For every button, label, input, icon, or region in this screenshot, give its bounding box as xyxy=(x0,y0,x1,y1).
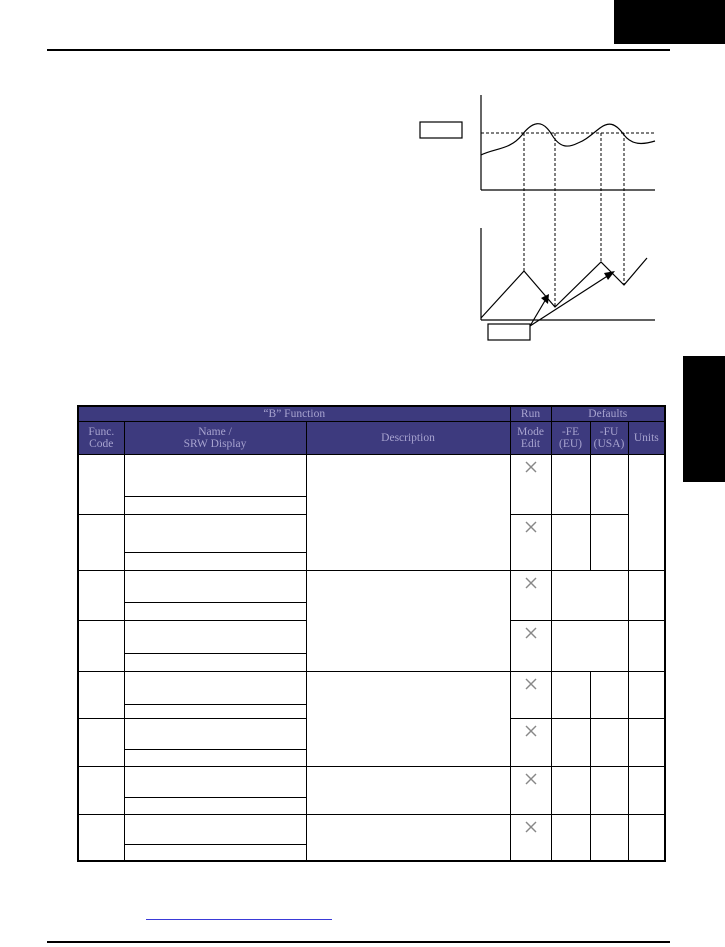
fu-default-cell xyxy=(590,718,628,766)
name-cell xyxy=(124,455,306,497)
x-mark-icon xyxy=(525,521,537,533)
fe-default-cell xyxy=(551,766,590,814)
name-cell xyxy=(124,621,306,654)
description-cell xyxy=(306,671,510,766)
lower-graph xyxy=(481,228,655,326)
description-cell xyxy=(306,766,510,814)
x-mark-icon xyxy=(525,821,537,833)
display-cell xyxy=(124,552,306,570)
name-cell xyxy=(124,718,306,750)
table-row xyxy=(78,671,665,704)
func-code-cell xyxy=(78,766,124,814)
units-cell xyxy=(628,814,665,861)
run-header: Run xyxy=(510,406,551,422)
display-cell xyxy=(124,653,306,671)
run-mode-edit-header: Mode Edit xyxy=(510,422,551,455)
description-header: Description xyxy=(306,422,510,455)
func-code-cell xyxy=(78,515,124,571)
table-row xyxy=(78,571,665,603)
current-curve xyxy=(481,124,655,155)
name-display-header: Name / SRW Display xyxy=(124,422,306,455)
x-mark-icon xyxy=(525,627,537,639)
name-cell xyxy=(124,571,306,603)
upper-graph xyxy=(481,95,655,190)
name-cell xyxy=(124,766,306,798)
display-cell xyxy=(124,496,306,514)
display-cell xyxy=(124,602,306,620)
table-row xyxy=(78,766,665,798)
func-code-header: Func. Code xyxy=(78,422,124,455)
name-cell xyxy=(124,814,306,845)
display-cell xyxy=(124,704,306,718)
name-cell xyxy=(124,515,306,553)
units-cell xyxy=(628,766,665,814)
run-mode-cell xyxy=(510,671,551,718)
x-mark-icon xyxy=(525,461,537,473)
fu-default-cell xyxy=(590,766,628,814)
x-mark-icon xyxy=(525,725,537,737)
frequency-curve xyxy=(481,258,647,318)
func-code-cell xyxy=(78,455,124,515)
units-cell xyxy=(628,621,665,672)
run-mode-cell xyxy=(510,455,551,515)
run-mode-cell xyxy=(510,571,551,621)
units-cell xyxy=(628,671,665,718)
fu-default-cell xyxy=(590,515,628,571)
fe-default-cell xyxy=(551,515,590,571)
units-cell xyxy=(628,718,665,766)
default-merged-cell xyxy=(551,621,628,672)
name-cell xyxy=(124,671,306,704)
fe-default-cell xyxy=(551,671,590,718)
arrow-head-2 xyxy=(604,271,615,280)
units-cell xyxy=(628,455,665,571)
run-mode-cell xyxy=(510,621,551,672)
description-cell xyxy=(306,571,510,672)
description-cell xyxy=(306,455,510,571)
display-cell xyxy=(124,798,306,814)
fu-usa-header: -FU (USA) xyxy=(590,422,628,455)
func-code-cell xyxy=(78,621,124,672)
x-mark-icon xyxy=(525,678,537,690)
units-cell xyxy=(628,571,665,621)
func-code-cell xyxy=(78,814,124,861)
run-mode-cell xyxy=(510,766,551,814)
fe-eu-header: -FE (EU) xyxy=(551,422,590,455)
default-merged-cell xyxy=(551,571,628,621)
table-row xyxy=(78,814,665,845)
table-row xyxy=(78,455,665,497)
display-cell xyxy=(124,845,306,861)
overload-restriction-diagram xyxy=(0,0,725,400)
reference-link[interactable] xyxy=(146,919,332,920)
run-mode-cell xyxy=(510,718,551,766)
defaults-header: Defaults xyxy=(551,406,665,422)
drop-lines xyxy=(524,133,624,307)
fe-default-cell xyxy=(551,455,590,515)
description-cell xyxy=(306,814,510,861)
lower-label-box xyxy=(488,324,530,340)
fe-default-cell xyxy=(551,718,590,766)
x-mark-icon xyxy=(525,577,537,589)
run-mode-cell xyxy=(510,814,551,861)
table-group-title: “B” Function xyxy=(78,406,510,422)
upper-label-box xyxy=(420,122,462,138)
run-mode-cell xyxy=(510,515,551,571)
fu-default-cell xyxy=(590,671,628,718)
func-code-cell xyxy=(78,571,124,621)
fe-default-cell xyxy=(551,814,590,861)
units-header: Units xyxy=(628,422,665,455)
fu-default-cell xyxy=(590,814,628,861)
footer-rule xyxy=(47,941,670,943)
arrow-line-2 xyxy=(530,275,609,326)
func-code-cell xyxy=(78,718,124,766)
fu-default-cell xyxy=(590,455,628,515)
x-mark-icon xyxy=(525,773,537,785)
b-function-table xyxy=(77,405,666,862)
arrow-line-1 xyxy=(530,299,546,326)
display-cell xyxy=(124,750,306,766)
func-code-cell xyxy=(78,671,124,718)
